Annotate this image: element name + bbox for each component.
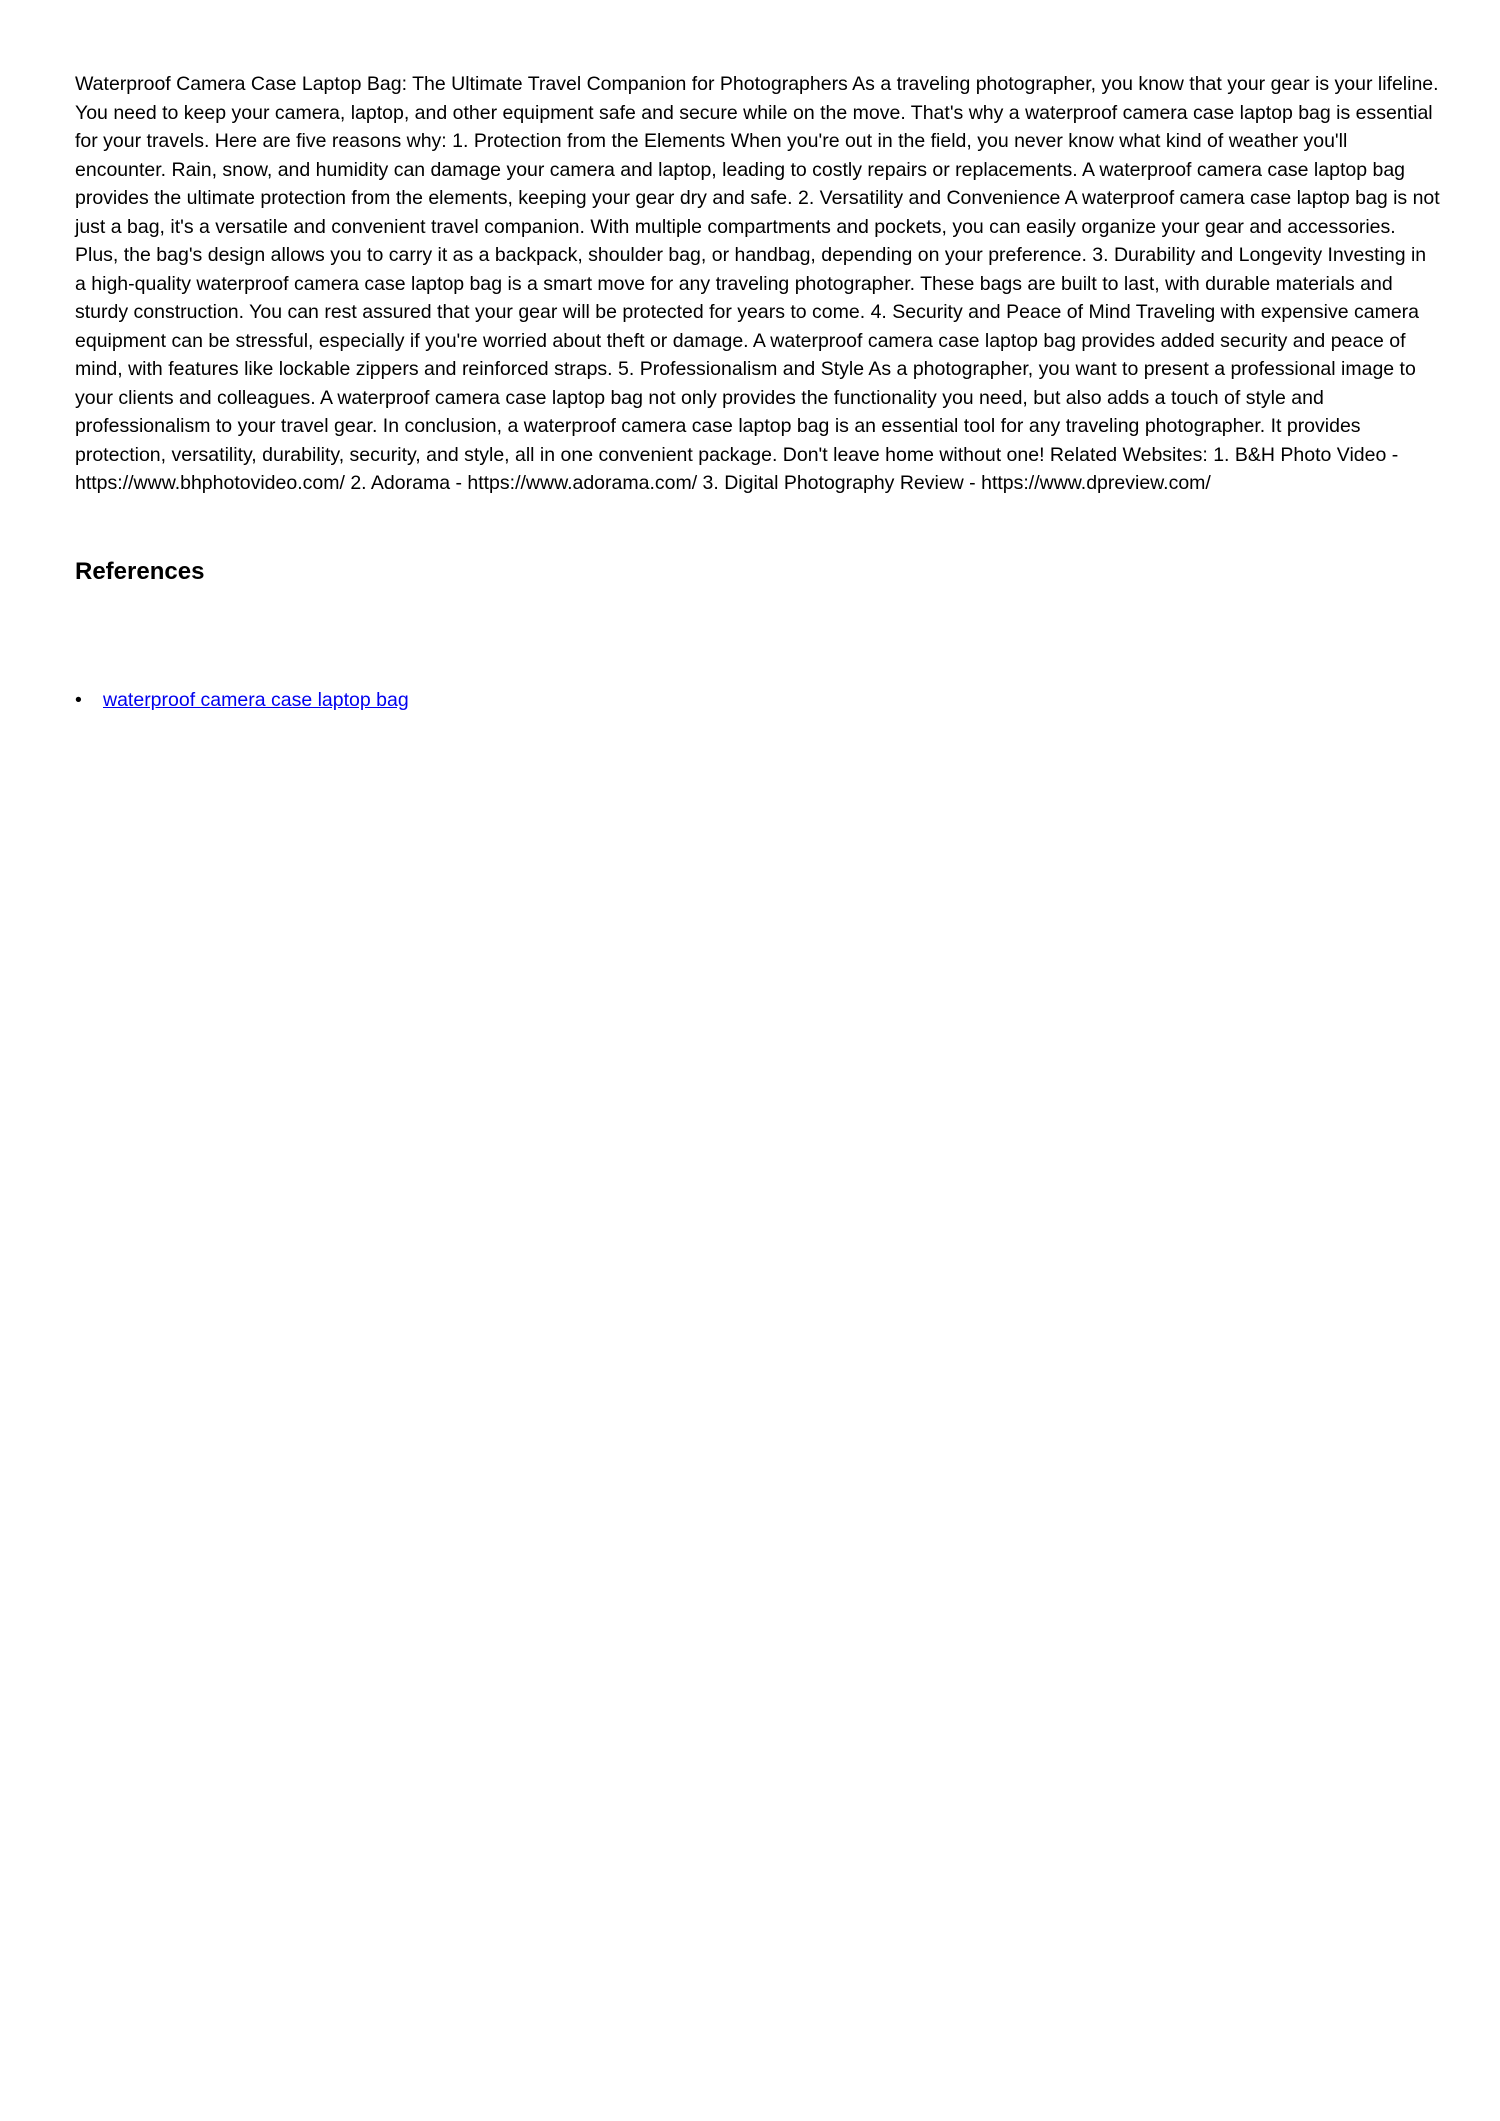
reference-list-item <box>75 686 1440 714</box>
bullet-icon: • <box>75 688 82 711</box>
references-heading: References <box>75 557 205 585</box>
document-page <box>75 70 1440 714</box>
article-body-text: Waterproof Camera Case Laptop Bag: The Ultimate Travel Companion for Photographers As a traveling photographer, you know that your gear is your lifeline. You need to keep your camera, laptop, and other equipment safe and secure while on the move. That's why a waterproof camera case laptop bag is essential for your travels. Here are five reasons why: 1. Protection from the Elements When you're out in the field, you never know what kind of weather you'll encounter. Rain, snow, and humidity can damage your camera and laptop, leading to costly repairs or replacements. A waterproof camera case laptop bag provides the ultimate protection from the elements, keeping your gear dry and safe. 2. Versatility and Convenience A waterproof camera case laptop bag is not just a bag, it's a versatile and convenient travel companion. With multiple compartments and pockets, you can easily organize your gear and accessories. Plus, the bag's design allows you to carry it as a backpack, shoulder bag, or handbag, depending on your preference. 3. Durability and Longevity Investing in a high-quality waterproof camera case laptop bag is a smart move for any traveling photographer. These bags are built to last, with durable materials and sturdy construction. You can rest assured that your gear will be protected for years to come. 4. Security and Peace of Mind Traveling with expensive camera equipment can be stressful, especially if you're worried about theft or damage. A waterproof camera case laptop bag provides added security and peace of mind, with features like lockable zippers and reinforced straps. 5. Professionalism and Style As a photographer, you want to present a professional image to your clients and colleagues. A waterproof camera case laptop bag not only provides the functionality you need, but also adds a touch of style and professionalism to your travel gear. In conclusion, a waterproof camera case laptop bag is an essential tool for any traveling photographer. It provides protection, versatility, durability, security, and style, all in one convenient package. Don't leave home without one! Related Websites: 1. B&H Photo Video - https://www.bhphotovideo.com/ 2. Adorama - https://www.adorama.com/ 3. Digital Photography Review - https://www.dpreview.com/ <box>75 73 1440 494</box>
references-list <box>75 686 1440 714</box>
reference-link[interactable]: waterproof camera case laptop bag <box>103 688 409 711</box>
